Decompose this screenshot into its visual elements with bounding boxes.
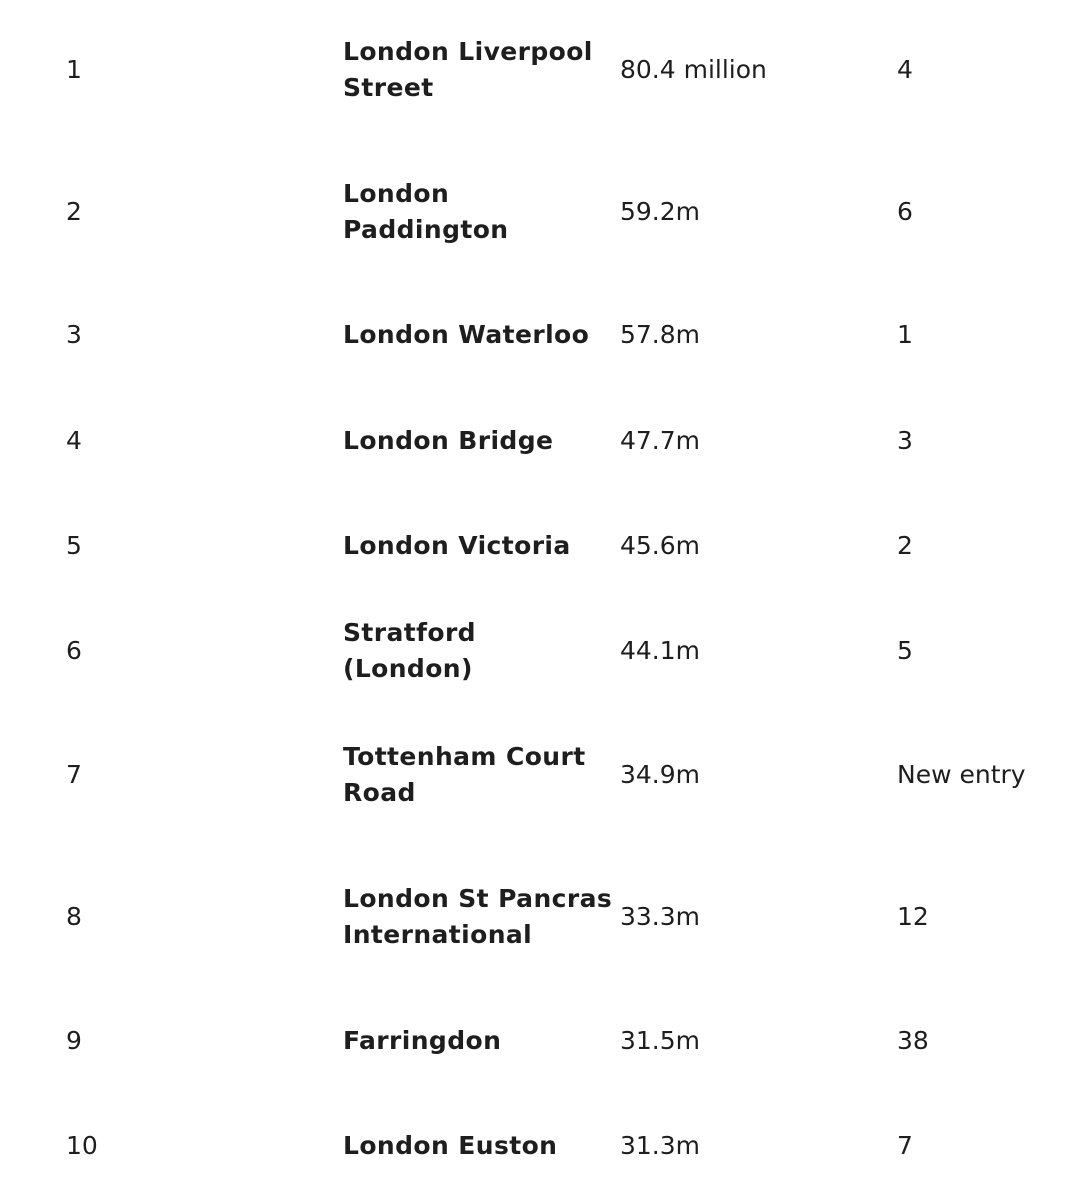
- rank-cell: 7: [66, 760, 82, 789]
- usage-cell: 57.8m: [620, 320, 701, 349]
- station-name-line: Paddington: [343, 215, 509, 244]
- table-row: [0, 516, 1089, 576]
- rank-cell: 10: [66, 1131, 98, 1160]
- rank-cell: 3: [66, 320, 82, 349]
- station-name-cell: [343, 516, 613, 576]
- rank-cell: 8: [66, 902, 82, 931]
- table-row: [0, 411, 1089, 471]
- previous-rank-cell: 3: [897, 426, 913, 455]
- station-name-line: Stratford (London): [343, 618, 476, 683]
- previous-rank-cell: 1: [897, 320, 913, 349]
- station-name-cell: [343, 742, 613, 807]
- station-name-cell: [343, 411, 613, 471]
- station-name-line: London St Pancras: [343, 884, 613, 913]
- usage-cell: 80.4 million: [620, 55, 767, 84]
- station-name-line: Road: [343, 778, 416, 807]
- usage-cell: 31.5m: [620, 1026, 701, 1055]
- station-name-line: London: [343, 179, 450, 208]
- station-name-line: Tottenham Court: [343, 742, 586, 771]
- usage-cell: 59.2m: [620, 197, 701, 226]
- previous-rank-cell: 38: [897, 1026, 929, 1055]
- table-row: [0, 305, 1089, 365]
- station-name-cell: [343, 1011, 613, 1071]
- station-name-cell: [343, 179, 613, 244]
- station-name-line: London Liverpool: [343, 37, 593, 66]
- station-name-line: London Bridge: [343, 426, 554, 455]
- usage-cell: 33.3m: [620, 902, 701, 931]
- station-name-line: International: [343, 920, 533, 949]
- usage-cell: 45.6m: [620, 531, 701, 560]
- station-name-cell: [343, 618, 613, 683]
- usage-cell: 34.9m: [620, 760, 701, 789]
- rank-cell: 5: [66, 531, 82, 560]
- previous-rank-cell: 5: [897, 636, 913, 665]
- rank-cell: 2: [66, 197, 82, 226]
- table-row: [0, 742, 1089, 807]
- station-name-line: London Waterloo: [343, 320, 590, 349]
- previous-rank-cell: 2: [897, 531, 913, 560]
- station-name-line: London Victoria: [343, 531, 571, 560]
- previous-rank-cell: New entry: [897, 760, 1026, 789]
- station-name-cell: [343, 37, 613, 102]
- usage-cell: 47.7m: [620, 426, 701, 455]
- table-row: [0, 884, 1089, 949]
- table-row: [0, 1116, 1089, 1176]
- station-name-cell: [343, 305, 613, 365]
- previous-rank-cell: 7: [897, 1131, 913, 1160]
- previous-rank-cell: 4: [897, 55, 913, 84]
- table-row: [0, 618, 1089, 683]
- usage-cell: 44.1m: [620, 636, 701, 665]
- previous-rank-cell: 6: [897, 197, 913, 226]
- previous-rank-cell: 12: [897, 902, 929, 931]
- table-row: [0, 1011, 1089, 1071]
- table-row: [0, 37, 1089, 102]
- station-name-cell: [343, 1116, 613, 1176]
- rank-cell: 1: [66, 55, 82, 84]
- rank-cell: 6: [66, 636, 82, 665]
- usage-cell: 31.3m: [620, 1131, 701, 1160]
- rank-cell: 9: [66, 1026, 82, 1055]
- station-name-line: Farringdon: [343, 1026, 502, 1055]
- table-row: [0, 179, 1089, 244]
- rank-cell: 4: [66, 426, 82, 455]
- station-name-cell: [343, 884, 613, 949]
- station-name-line: London Euston: [343, 1131, 558, 1160]
- station-name-line: Street: [343, 73, 434, 102]
